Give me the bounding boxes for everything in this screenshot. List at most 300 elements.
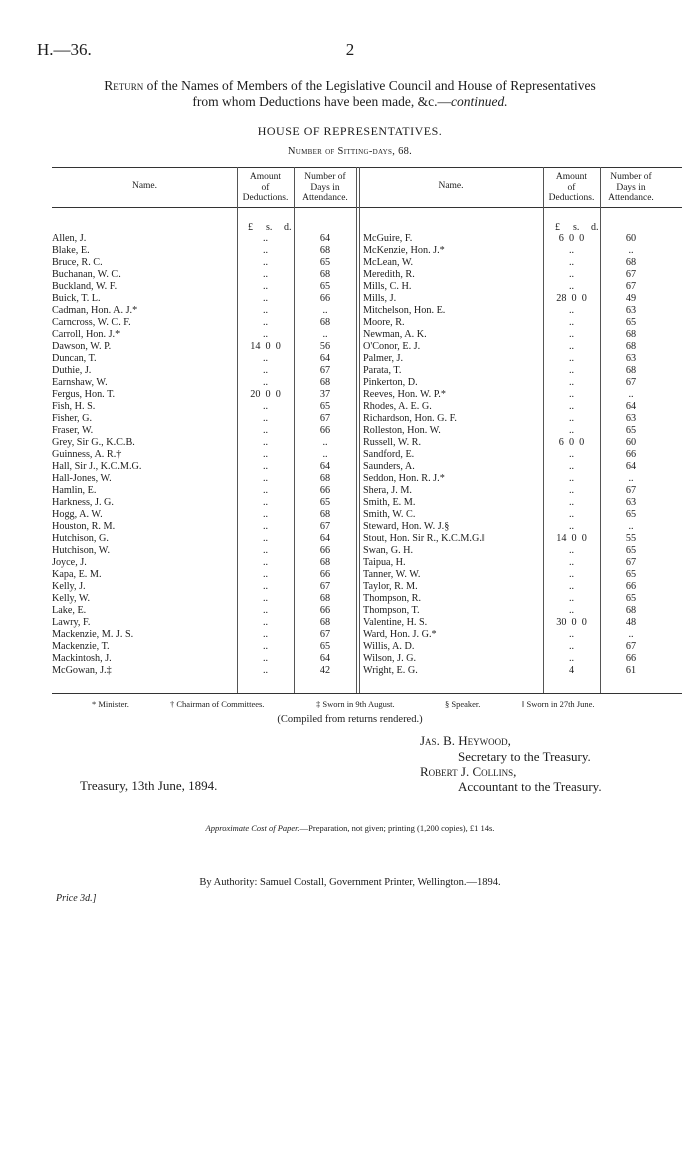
attendance-days: 63: [625, 305, 637, 316]
footnote-sworn-june: ‖ Sworn in 27th June.: [522, 699, 595, 709]
attendance-days: 66: [319, 569, 331, 580]
table-row: [0, 641, 700, 653]
deduction-amount: ..: [262, 293, 269, 304]
table-row: [0, 569, 700, 581]
deduction-amount: ..: [568, 329, 575, 340]
member-name: Reeves, Hon. W. P.*: [363, 389, 446, 400]
attendance-days: ..: [628, 473, 634, 484]
attendance-days: 68: [319, 377, 331, 388]
deduction-amount: ..: [262, 605, 269, 616]
deduction-amount: ..: [568, 377, 575, 388]
member-name: Fisher, G.: [52, 413, 93, 424]
deduction-amount: ..: [568, 509, 575, 520]
member-name: Buchanan, W. C.: [52, 269, 121, 280]
member-name: Mackintosh, J.: [52, 653, 112, 664]
deduction-amount: ..: [262, 305, 269, 316]
attendance-days: 67: [625, 377, 637, 388]
deduction-amount: ..: [262, 257, 269, 268]
member-name: Shera, J. M.: [363, 485, 412, 496]
member-name: Russell, W. R.: [363, 437, 422, 448]
attendance-days: 65: [319, 401, 331, 412]
table-row: [0, 245, 700, 257]
sitting-days: Number of Sitting-days, 68.: [287, 146, 413, 157]
deduction-amount: ..: [568, 401, 575, 412]
name-column-header: Name.: [438, 181, 464, 191]
attendance-days: 68: [319, 617, 331, 628]
deduction-amount: ..: [568, 257, 575, 268]
attendance-days: 67: [625, 281, 637, 292]
member-name: Willis, A. D.: [363, 641, 415, 652]
deduction-amount: ..: [568, 365, 575, 376]
attendance-days: 68: [625, 365, 637, 376]
member-name: Rolleston, Hon. W.: [363, 425, 441, 436]
member-name: Earnshaw, W.: [52, 377, 108, 388]
member-name: Hamlin, E.: [52, 485, 97, 496]
attendance-days: 66: [625, 449, 637, 460]
table-row: [0, 317, 700, 329]
member-name: Hutchison, W.: [52, 545, 111, 556]
attendance-days: 63: [625, 497, 637, 508]
deduction-amount: ..: [262, 581, 269, 592]
table-row: [0, 545, 700, 557]
member-name: Sandford, E.: [363, 449, 415, 460]
document-id: H.—36.: [37, 40, 92, 59]
attendance-days: 67: [319, 629, 331, 640]
member-name: Palmer, J.: [363, 353, 404, 364]
attendance-days: 65: [625, 425, 637, 436]
footnote-speaker: § Speaker.: [445, 699, 481, 709]
deduction-amount: ..: [262, 653, 269, 664]
member-name: Fraser, W.: [52, 425, 94, 436]
deduction-amount: ..: [262, 437, 269, 448]
attendance-days: 67: [625, 641, 637, 652]
amount-column-header: Amount of Deductions.: [548, 172, 595, 203]
deduction-amount: ..: [262, 245, 269, 256]
member-name: Duncan, T.: [52, 353, 97, 364]
attendance-days: ..: [322, 449, 328, 460]
member-name: Allen, J.: [52, 233, 87, 244]
member-name: Pinkerton, D.: [363, 377, 418, 388]
return-title-line-2: [0, 94, 700, 110]
deduction-amount: ..: [262, 521, 269, 532]
attendance-days: 63: [625, 353, 637, 364]
member-name: Hogg, A. W.: [52, 509, 103, 520]
member-name: McGowan, J.‡: [52, 665, 112, 676]
member-name: Rhodes, A. E. G.: [363, 401, 432, 412]
member-name: McLean, W.: [363, 257, 414, 268]
amount-column-header: Amount of Deductions.: [242, 172, 289, 203]
pound-unit: £: [248, 222, 253, 233]
table-row: [0, 581, 700, 593]
deduction-amount: ..: [568, 245, 575, 256]
cost-text: —Preparation, not given; printing (1,200 copies), £1 14s.: [299, 823, 495, 833]
attendance-days: 65: [625, 509, 637, 520]
continued-label: continued.: [451, 94, 508, 109]
deduction-amount: ..: [262, 569, 269, 580]
table-row: [0, 533, 700, 545]
attendance-days: 65: [625, 545, 637, 556]
member-name: Houston, R. M.: [52, 521, 116, 532]
return-title-line2-text: from whom Deductions have been made, &c.—: [192, 94, 452, 109]
member-name: Thompson, R.: [363, 593, 422, 604]
attendance-days: 68: [319, 509, 331, 520]
table-row: [0, 509, 700, 521]
deduction-amount: ..: [568, 461, 575, 472]
deduction-amount: ..: [262, 269, 269, 280]
member-name: Seddon, Hon. R. J.*: [363, 473, 445, 484]
shilling-unit: s.: [266, 222, 273, 233]
deduction-amount: ..: [262, 665, 269, 676]
deduction-amount: ..: [262, 461, 269, 472]
attendance-days: 42: [319, 665, 331, 676]
price: Price 3d.]: [56, 893, 97, 904]
attendance-days: 68: [319, 269, 331, 280]
member-name: Kapa, E. M.: [52, 569, 102, 580]
return-word: Return: [104, 78, 144, 93]
footnote-minister: * Minister.: [92, 699, 129, 709]
pence-unit: d.: [284, 222, 292, 233]
deduction-amount: ..: [568, 593, 575, 604]
attendance-days: 68: [319, 593, 331, 604]
table-row: [0, 329, 700, 341]
table-row: [0, 497, 700, 509]
deduction-amount: ..: [568, 413, 575, 424]
attendance-days: 68: [319, 245, 331, 256]
deduction-amount: ..: [262, 317, 269, 328]
attendance-days: 67: [625, 485, 637, 496]
section-title: HOUSE OF REPRESENTATIVES.: [257, 124, 443, 138]
deduction-amount: 14 0 0: [556, 533, 587, 544]
attendance-days: 67: [625, 269, 637, 280]
attendance-days: 55: [625, 533, 637, 544]
deduction-amount: ..: [262, 473, 269, 484]
attendance-days: 64: [319, 533, 331, 544]
deduction-amount: ..: [262, 329, 269, 340]
shilling-unit: s.: [573, 222, 580, 233]
place-date: Treasury, 13th June, 1894.: [80, 778, 218, 793]
signatory-name: Robert J. Collins,: [420, 764, 517, 779]
attendance-days: 66: [319, 485, 331, 496]
member-name: Smith, W. C.: [363, 509, 416, 520]
deduction-amount: ..: [262, 413, 269, 424]
table-row: [0, 413, 700, 425]
member-name: Grey, Sir G., K.C.B.: [52, 437, 135, 448]
member-name: Duthie, J.: [52, 365, 92, 376]
deduction-amount: ..: [262, 353, 269, 364]
footnote-chairman: † Chairman of Committees.: [170, 699, 265, 709]
member-name: Taylor, R. M.: [363, 581, 418, 592]
table-row: [0, 485, 700, 497]
member-name: Moore, R.: [363, 317, 405, 328]
deduction-amount: ..: [568, 605, 575, 616]
deduction-amount: ..: [568, 317, 575, 328]
deduction-amount: ..: [568, 473, 575, 484]
attendance-days: 68: [625, 341, 637, 352]
signatory-title: Accountant to the Treasury.: [458, 779, 602, 794]
return-title-text: of the Names of Members of the Legislative Council and House of Representatives: [146, 78, 596, 93]
deduction-amount: 6 0 0: [558, 437, 585, 448]
member-name: Bruce, R. C.: [52, 257, 103, 268]
attendance-days: ..: [322, 329, 328, 340]
member-name: Lake, E.: [52, 605, 87, 616]
attendance-days: 64: [625, 401, 637, 412]
pence-unit: d.: [591, 222, 599, 233]
attendance-days: 56: [319, 341, 331, 352]
attendance-days: 68: [319, 317, 331, 328]
table-row: [0, 233, 700, 245]
deduction-amount: ..: [262, 617, 269, 628]
deduction-amount: ..: [568, 281, 575, 292]
deduction-amount: ..: [568, 629, 575, 640]
member-name: Newman, A. K.: [363, 329, 427, 340]
table-row: [0, 629, 700, 641]
attendance-days: 48: [625, 617, 637, 628]
deduction-amount: ..: [568, 353, 575, 364]
footnote-sworn-august: ‡ Sworn in 9th August.: [316, 699, 395, 709]
attendance-days: ..: [628, 521, 634, 532]
deduction-amount: 6 0 0: [558, 233, 585, 244]
attendance-days: 68: [319, 473, 331, 484]
deduction-amount: ..: [568, 341, 575, 352]
attendance-days: ..: [628, 389, 634, 400]
member-name: Thompson, T.: [363, 605, 420, 616]
compiled-note: (Compiled from returns rendered.): [277, 714, 423, 725]
table-row: [0, 473, 700, 485]
attendance-days: 67: [319, 365, 331, 376]
printer-authority: By Authority: Samuel Costall, Government Printer, Wellington.—1894.: [199, 877, 501, 888]
member-name: Mills, C. H.: [363, 281, 412, 292]
member-name: Wilson, J. G.: [363, 653, 417, 664]
attendance-days: 64: [319, 233, 331, 244]
table-row: [0, 257, 700, 269]
pound-unit: £: [555, 222, 560, 233]
deduction-amount: ..: [568, 653, 575, 664]
table-row: [0, 593, 700, 605]
attendance-days: 60: [625, 437, 637, 448]
deduction-amount: ..: [568, 305, 575, 316]
table-row: [0, 341, 700, 353]
table-row: [0, 605, 700, 617]
member-name: Fish, H. S.: [52, 401, 96, 412]
member-name: Carroll, Hon. J.*: [52, 329, 121, 340]
deduction-amount: 4: [568, 665, 575, 676]
member-name: Harkness, J. G.: [52, 497, 114, 508]
deduction-amount: 28 0 0: [556, 293, 587, 304]
attendance-column-header: Number of Days in Attendance.: [608, 172, 654, 203]
deduction-amount: ..: [262, 641, 269, 652]
deduction-amount: ..: [262, 533, 269, 544]
deduction-amount: ..: [568, 389, 575, 400]
member-name: Smith, E. M.: [363, 497, 416, 508]
attendance-days: 61: [625, 665, 637, 676]
deduction-amount: ..: [262, 509, 269, 520]
table-row: [0, 389, 700, 401]
member-name: Dawson, W. P.: [52, 341, 112, 352]
deduction-amount: ..: [568, 497, 575, 508]
table-row: [0, 293, 700, 305]
deduction-amount: ..: [262, 401, 269, 412]
member-name: Kelly, W.: [52, 593, 91, 604]
member-name: Mills, J.: [363, 293, 397, 304]
table-row: [0, 437, 700, 449]
attendance-column-header: Number of Days in Attendance.: [302, 172, 348, 203]
deduction-amount: ..: [568, 449, 575, 460]
attendance-days: 63: [625, 413, 637, 424]
deduction-amount: ..: [568, 521, 575, 532]
cost-label: Approximate Cost of Paper.: [205, 823, 300, 833]
deduction-amount: 14 0 0: [250, 341, 281, 352]
deduction-amount: ..: [568, 569, 575, 580]
member-name: Mackenzie, T.: [52, 641, 110, 652]
deduction-amount: ..: [568, 581, 575, 592]
deduction-amount: ..: [262, 449, 269, 460]
attendance-days: 67: [319, 413, 331, 424]
deduction-amount: ..: [568, 269, 575, 280]
attendance-days: 65: [319, 641, 331, 652]
deduction-amount: ..: [568, 557, 575, 568]
table-row: [0, 353, 700, 365]
member-name: McKenzie, Hon. J.*: [363, 245, 445, 256]
name-column-header: Name.: [131, 181, 158, 191]
deduction-amount: 20 0 0: [250, 389, 281, 400]
member-name: Blake, E.: [52, 245, 90, 256]
table-row: [0, 365, 700, 377]
attendance-days: ..: [628, 629, 634, 640]
member-name: Hall-Jones, W.: [52, 473, 112, 484]
member-name: Tanner, W. W.: [363, 569, 421, 580]
member-name: Buckland, W. F.: [52, 281, 118, 292]
attendance-days: 65: [625, 317, 637, 328]
deduction-amount: ..: [262, 425, 269, 436]
table-row: [0, 305, 700, 317]
attendance-days: ..: [322, 305, 328, 316]
attendance-days: 65: [319, 281, 331, 292]
deduction-amount: ..: [568, 425, 575, 436]
attendance-days: 66: [319, 605, 331, 616]
member-name: Cadman, Hon. A. J.*: [52, 305, 138, 316]
table-row: [0, 281, 700, 293]
table-row: [0, 269, 700, 281]
member-name: Buick, T. L.: [52, 293, 101, 304]
attendance-days: 64: [625, 461, 637, 472]
table-row: [0, 425, 700, 437]
member-name: Meredith, R.: [363, 269, 415, 280]
return-title-line-1: [0, 78, 700, 94]
deduction-amount: ..: [262, 365, 269, 376]
attendance-days: 66: [625, 653, 637, 664]
table-row: [0, 461, 700, 473]
attendance-days: 68: [625, 605, 637, 616]
table-row: [0, 521, 700, 533]
deduction-amount: ..: [262, 593, 269, 604]
deduction-amount: ..: [262, 485, 269, 496]
deduction-amount: 30 0 0: [556, 617, 587, 628]
attendance-days: 68: [625, 257, 637, 268]
attendance-days: 66: [319, 545, 331, 556]
attendance-days: 65: [625, 569, 637, 580]
table-row: [0, 653, 700, 665]
member-name: O'Conor, E. J.: [363, 341, 421, 352]
attendance-days: 65: [319, 257, 331, 268]
cost-of-paper: [0, 823, 700, 833]
deduction-amount: ..: [262, 281, 269, 292]
table-row: [0, 449, 700, 461]
table-row: [0, 665, 700, 677]
attendance-days: 67: [319, 521, 331, 532]
deduction-amount: ..: [262, 629, 269, 640]
signatory-name: Jas. B. Heywood,: [420, 733, 511, 748]
attendance-days: 68: [319, 557, 331, 568]
member-name: Lawry, F.: [52, 617, 91, 628]
page-number: 2: [345, 40, 355, 59]
member-name: Ward, Hon. J. G.*: [363, 629, 437, 640]
member-name: Mackenzie, M. J. S.: [52, 629, 134, 640]
attendance-days: 66: [319, 425, 331, 436]
member-name: Guinness, A. R.†: [52, 449, 122, 460]
attendance-days: 65: [625, 593, 637, 604]
deduction-amount: ..: [568, 545, 575, 556]
member-name: Swan, G. H.: [363, 545, 414, 556]
member-name: Taipua, H.: [363, 557, 406, 568]
attendance-days: 65: [319, 497, 331, 508]
member-name: McGuire, F.: [363, 233, 413, 244]
attendance-days: 64: [319, 461, 331, 472]
deduction-amount: ..: [568, 485, 575, 496]
table-row: [0, 401, 700, 413]
attendance-days: ..: [322, 437, 328, 448]
attendance-days: 37: [319, 389, 331, 400]
table-row: [0, 557, 700, 569]
deduction-amount: ..: [568, 641, 575, 652]
table-top-rule: [52, 167, 682, 168]
member-name: Parata, T.: [363, 365, 402, 376]
table-bottom-rule: [52, 693, 682, 694]
member-name: Joyce, J.: [52, 557, 87, 568]
member-name: Saunders, A.: [363, 461, 415, 472]
table-header-rule: [52, 207, 682, 208]
deduction-amount: ..: [262, 545, 269, 556]
attendance-days: 66: [319, 293, 331, 304]
member-name: Carncross, W. C. F.: [52, 317, 131, 328]
table-row: [0, 617, 700, 629]
attendance-days: 67: [625, 557, 637, 568]
attendance-days: 64: [319, 353, 331, 364]
attendance-days: ..: [628, 245, 634, 256]
attendance-days: 64: [319, 653, 331, 664]
attendance-days: 67: [319, 581, 331, 592]
member-name: Hutchison, G.: [52, 533, 109, 544]
attendance-days: 49: [625, 293, 637, 304]
member-name: Fergus, Hon. T.: [52, 389, 116, 400]
member-name: Hall, Sir J., K.C.M.G.: [52, 461, 142, 472]
member-name: Kelly, J.: [52, 581, 86, 592]
deduction-amount: ..: [262, 557, 269, 568]
member-name: Mitchelson, Hon. E.: [363, 305, 446, 316]
deduction-amount: ..: [262, 497, 269, 508]
table-row: [0, 377, 700, 389]
member-name: Stout, Hon. Sir R., K.C.M.G.‖: [363, 533, 485, 544]
attendance-days: 60: [625, 233, 637, 244]
signatory-title: Secretary to the Treasury.: [458, 749, 591, 764]
attendance-days: 68: [625, 329, 637, 340]
member-name: Valentine, H. S.: [363, 617, 428, 628]
attendance-days: 66: [625, 581, 637, 592]
deduction-amount: ..: [262, 233, 269, 244]
member-name: Steward, Hon. W. J.§: [363, 521, 450, 532]
member-name: Richardson, Hon. G. F.: [363, 413, 457, 424]
member-name: Wright, E. G.: [363, 665, 418, 676]
deduction-amount: ..: [262, 377, 269, 388]
